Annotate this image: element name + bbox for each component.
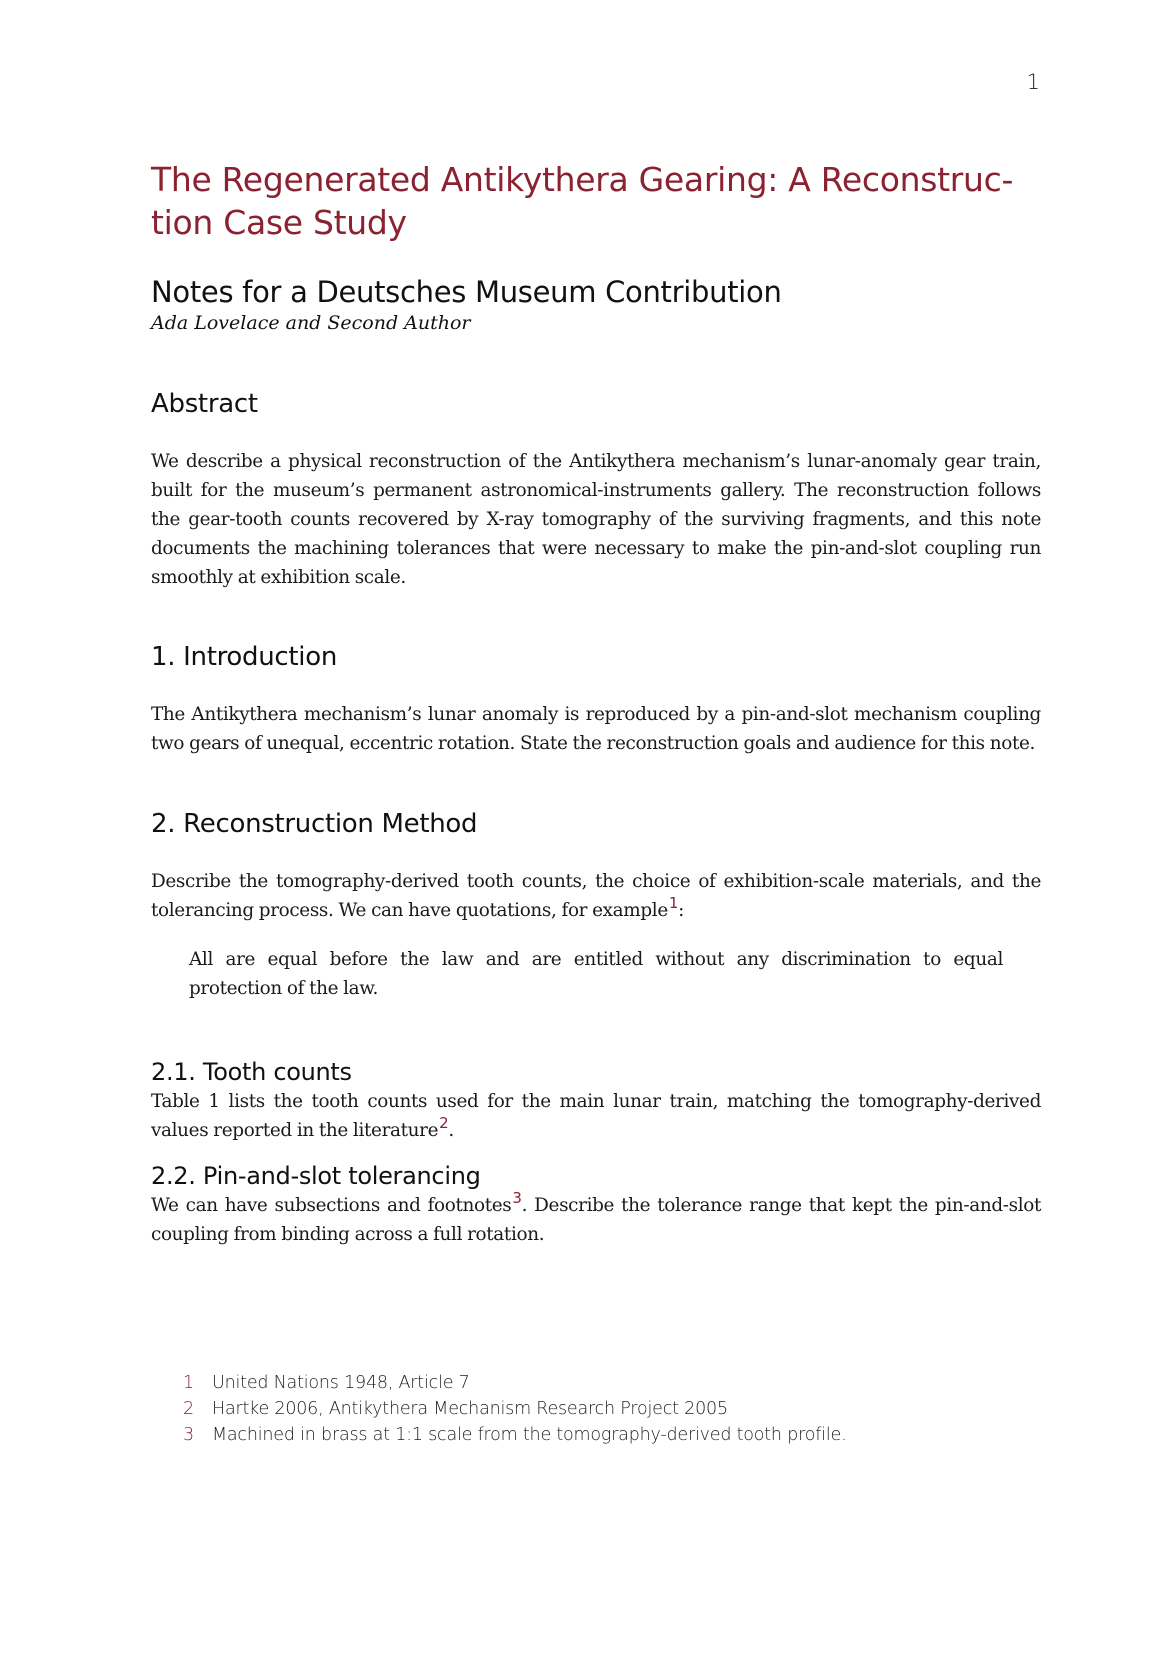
subsection-heading-tolerancing: 2.2. Pin-and-slot tolerancing (151, 1162, 481, 1190)
footnote-text: Machined in brass at 1:1 scale from the tomography-derived tooth profile. (212, 1425, 847, 1445)
footnote-ref-1[interactable]: 1 (668, 894, 679, 912)
tolerancing-text: We can have subsections and footnotes (151, 1195, 512, 1216)
paper-subtitle: Notes for a Deutsches Museum Contribution (151, 275, 782, 309)
footnote-ref-2[interactable]: 2 (439, 1114, 449, 1132)
subsection-body-tolerancing (151, 1191, 1041, 1249)
abstract-body: We describe a physical reconstruction of the Antikythera mechanism’s lunar-anomaly gear train, built for the museum’s permanent astronomical-instruments gallery. The reconstruction follows the gear-tooth counts recovered by X-ray tomography of the surviving fragments, and this note documents the machining tolerances that were necessary to make the pin-and-slot coupling run smoothly at exhibition scale. (151, 451, 1041, 588)
section-body-introduction: The Antikythera mechanism’s lunar anomaly is reproduced by a pin-and-slot mechanism coupling two gears of unequal, eccentric rotation. State the reconstruction goals and audience for this note. (151, 704, 1041, 754)
quote-text: All are equal before the law and are entitled without any discrimination to equal protection of the law. (189, 949, 1003, 999)
abstract-heading: Abstract (151, 389, 258, 419)
page-number: 1 (1026, 70, 1040, 94)
footnote-item (183, 1422, 1043, 1448)
main-content (151, 158, 1041, 1249)
subsection-body-tooth-counts (151, 1087, 1041, 1145)
footnote-item (183, 1396, 1043, 1422)
footnote-number[interactable]: 3 (183, 1425, 194, 1445)
method-text-end: : (678, 900, 684, 921)
tooth-counts-text: Table 1 lists the tooth counts used for the main lunar train, matching the tomography-derived values reported in the literature (151, 1091, 1041, 1141)
paper-title-line-2: tion Case Study (151, 203, 407, 242)
footnote-item (183, 1370, 1043, 1396)
block-quote (189, 945, 1003, 1003)
method-text: Describe the tomography-derived tooth counts, the choice of exhibition-scale materials, and the tolerancing process. We can have quotations, for example (151, 871, 1041, 921)
footnote-ref-3[interactable]: 3 (512, 1189, 522, 1207)
section-body-method (151, 867, 1041, 925)
section-heading-introduction: 1. Introduction (151, 642, 338, 672)
footnote-list (183, 1370, 1043, 1448)
footnote-number[interactable]: 1 (183, 1373, 194, 1393)
tooth-counts-text-end: . (448, 1120, 454, 1141)
footnote-text: Hartke 2006, Antikythera Mechanism Research Project 2005 (212, 1399, 728, 1419)
section-heading-method: 2. Reconstruction Method (151, 809, 478, 839)
subsection-heading-tooth-counts: 2.1. Tooth counts (151, 1058, 352, 1086)
paper-title (151, 158, 1041, 244)
footnote-text: United Nations 1948, Article 7 (212, 1373, 470, 1393)
footnote-number[interactable]: 2 (183, 1399, 194, 1419)
tolerancing-text-end: . Describe the tolerance range that kept the pin-and-slot coupling from binding across a full rotation. (151, 1195, 1042, 1245)
author-list: Ada Lovelace and Second Author (151, 312, 471, 334)
paper-title-line-1: The Regenerated Antikythera Gearing: A Reconstruc- (151, 160, 1014, 199)
